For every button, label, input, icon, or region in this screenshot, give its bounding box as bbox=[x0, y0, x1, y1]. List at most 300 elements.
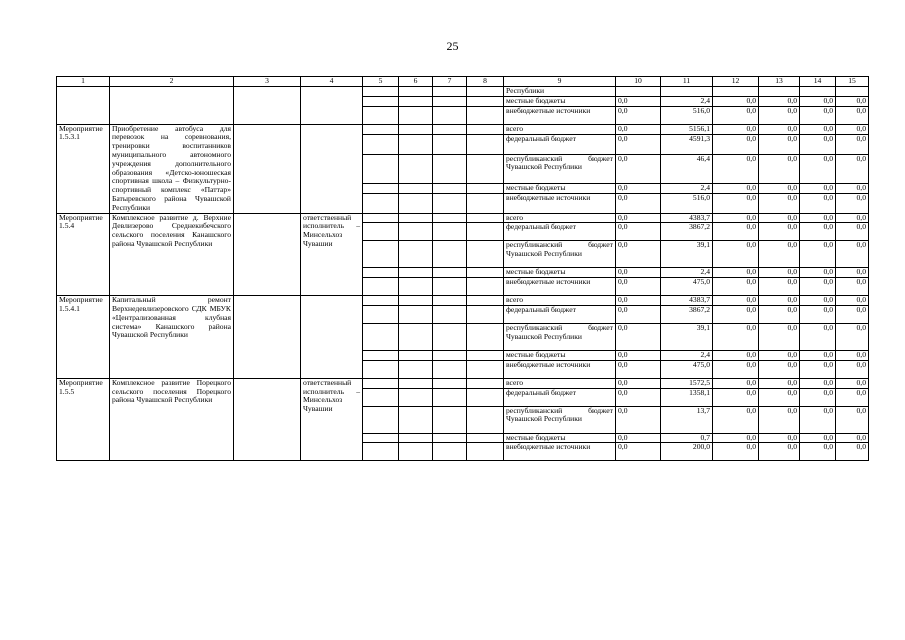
empty-cell bbox=[363, 278, 399, 296]
amount-cell bbox=[759, 87, 800, 97]
empty-cell bbox=[363, 406, 399, 433]
measure-name: Капитальный ремонт Верхнедевлизеровского СДК МБУК «Централизованная клубная система» Канашского района Чувашской Республики bbox=[110, 296, 234, 379]
responsible-executor: ответственный исполнитель – Минсельхоз Чувашии bbox=[301, 213, 363, 296]
empty-cell bbox=[433, 154, 467, 183]
amount-cell: 0,0 bbox=[759, 323, 800, 350]
empty-cell bbox=[234, 296, 301, 379]
funding-source: Республики bbox=[504, 87, 616, 97]
column-number: 4 bbox=[301, 77, 363, 87]
amount-cell: 0,0 bbox=[836, 378, 869, 388]
empty-cell bbox=[467, 350, 504, 360]
amount-cell: 0,0 bbox=[713, 154, 759, 183]
amount-cell: 13,7 bbox=[661, 406, 713, 433]
empty-cell bbox=[467, 443, 504, 461]
empty-cell bbox=[467, 183, 504, 194]
amount-cell: 0,0 bbox=[759, 135, 800, 154]
funding-source: всего bbox=[504, 213, 616, 223]
amount-cell: 2,4 bbox=[661, 183, 713, 194]
amount-cell: 0,0 bbox=[836, 241, 869, 268]
empty-cell bbox=[399, 183, 433, 194]
empty-cell bbox=[363, 388, 399, 406]
table-row bbox=[57, 124, 869, 135]
amount-cell: 0,0 bbox=[759, 360, 800, 378]
amount-cell: 0,0 bbox=[759, 388, 800, 406]
amount-cell: 3867,2 bbox=[661, 305, 713, 323]
amount-cell: 0,0 bbox=[713, 223, 759, 241]
empty-cell bbox=[433, 378, 467, 388]
amount-cell: 0,0 bbox=[836, 406, 869, 433]
amount-cell: 0,0 bbox=[800, 433, 836, 443]
amount-cell: 0,0 bbox=[836, 106, 869, 124]
amount-cell: 0,0 bbox=[616, 323, 661, 350]
table-row bbox=[57, 96, 869, 106]
amount-cell: 0,0 bbox=[713, 183, 759, 194]
funding-source: местные бюджеты bbox=[504, 268, 616, 278]
amount-cell: 0,0 bbox=[759, 443, 800, 461]
amount-cell: 0,0 bbox=[616, 154, 661, 183]
empty-cell bbox=[433, 96, 467, 106]
amount-cell: 0,0 bbox=[836, 360, 869, 378]
funding-source: внебюджетные источники bbox=[504, 443, 616, 461]
empty-cell bbox=[399, 124, 433, 135]
empty-cell bbox=[467, 241, 504, 268]
amount-cell: 0,0 bbox=[759, 296, 800, 306]
empty-cell bbox=[433, 443, 467, 461]
table-row bbox=[57, 106, 869, 124]
measure-name: Комплексное развитие д. Верхние Девлизерово Среднекибечского сельского поселения Канашского района Чувашской Республики bbox=[110, 213, 234, 296]
funding-source: республиканский бюджет Чувашской Республики bbox=[504, 406, 616, 433]
empty-cell bbox=[433, 135, 467, 154]
empty-cell bbox=[399, 305, 433, 323]
amount-cell: 0,0 bbox=[713, 305, 759, 323]
empty-cell bbox=[363, 241, 399, 268]
amount-cell: 516,0 bbox=[661, 194, 713, 213]
amount-cell: 0,0 bbox=[836, 154, 869, 183]
amount-cell: 2,4 bbox=[661, 96, 713, 106]
empty-cell bbox=[467, 194, 504, 213]
amount-cell: 0,0 bbox=[836, 124, 869, 135]
empty-cell bbox=[399, 241, 433, 268]
empty-cell bbox=[363, 378, 399, 388]
empty-cell bbox=[363, 296, 399, 306]
amount-cell: 0,0 bbox=[759, 305, 800, 323]
empty-cell bbox=[433, 323, 467, 350]
amount-cell: 1358,1 bbox=[661, 388, 713, 406]
amount-cell: 0,0 bbox=[800, 378, 836, 388]
measure-code: Мероприятие 1.5.4.1 bbox=[57, 296, 110, 379]
empty-cell bbox=[363, 154, 399, 183]
amount-cell: 1572,5 bbox=[661, 378, 713, 388]
column-number: 11 bbox=[661, 77, 713, 87]
table-row bbox=[57, 87, 869, 97]
amount-cell: 0,0 bbox=[713, 106, 759, 124]
column-number: 6 bbox=[399, 77, 433, 87]
amount-cell: 0,0 bbox=[713, 443, 759, 461]
empty-cell bbox=[399, 135, 433, 154]
amount-cell: 0,0 bbox=[800, 135, 836, 154]
empty-cell bbox=[399, 388, 433, 406]
empty-cell bbox=[433, 124, 467, 135]
amount-cell: 0,0 bbox=[836, 96, 869, 106]
column-number-row bbox=[57, 77, 869, 87]
column-number: 5 bbox=[363, 77, 399, 87]
empty-cell bbox=[399, 443, 433, 461]
amount-cell: 0,0 bbox=[759, 183, 800, 194]
empty-cell bbox=[363, 106, 399, 124]
empty-cell bbox=[467, 388, 504, 406]
empty-cell bbox=[234, 124, 301, 213]
empty-cell bbox=[363, 96, 399, 106]
amount-cell: 0,0 bbox=[800, 106, 836, 124]
measure-code: Мероприятие 1.5.5 bbox=[57, 378, 110, 461]
amount-cell: 0,0 bbox=[800, 443, 836, 461]
empty-cell bbox=[234, 213, 301, 296]
column-number: 15 bbox=[836, 77, 869, 87]
empty-cell bbox=[234, 87, 301, 97]
amount-cell bbox=[800, 87, 836, 97]
responsible-executor bbox=[301, 124, 363, 213]
amount-cell: 0,0 bbox=[800, 124, 836, 135]
funding-source: всего bbox=[504, 124, 616, 135]
empty-cell bbox=[110, 106, 234, 124]
amount-cell: 0,0 bbox=[713, 323, 759, 350]
amount-cell: 39,1 bbox=[661, 241, 713, 268]
amount-cell: 0,0 bbox=[836, 194, 869, 213]
empty-cell bbox=[467, 223, 504, 241]
empty-cell bbox=[399, 213, 433, 223]
column-number: 7 bbox=[433, 77, 467, 87]
empty-cell bbox=[467, 135, 504, 154]
funding-source: внебюджетные источники bbox=[504, 278, 616, 296]
empty-cell bbox=[467, 154, 504, 183]
empty-cell bbox=[363, 305, 399, 323]
empty-cell bbox=[433, 106, 467, 124]
empty-cell bbox=[363, 360, 399, 378]
empty-cell bbox=[467, 96, 504, 106]
funding-source: республиканский бюджет Чувашской Республики bbox=[504, 241, 616, 268]
empty-cell bbox=[433, 305, 467, 323]
amount-cell: 0,0 bbox=[800, 323, 836, 350]
amount-cell: 0,0 bbox=[800, 223, 836, 241]
amount-cell: 0,0 bbox=[616, 106, 661, 124]
amount-cell bbox=[661, 87, 713, 97]
empty-cell bbox=[399, 96, 433, 106]
amount-cell: 0,0 bbox=[616, 360, 661, 378]
funding-source: местные бюджеты bbox=[504, 350, 616, 360]
empty-cell bbox=[433, 268, 467, 278]
empty-cell bbox=[363, 213, 399, 223]
empty-cell bbox=[467, 305, 504, 323]
amount-cell: 0,0 bbox=[616, 350, 661, 360]
empty-cell bbox=[433, 194, 467, 213]
empty-cell bbox=[399, 154, 433, 183]
amount-cell: 2,4 bbox=[661, 268, 713, 278]
amount-cell: 0,0 bbox=[800, 296, 836, 306]
amount-cell: 516,0 bbox=[661, 106, 713, 124]
amount-cell: 0,0 bbox=[759, 213, 800, 223]
empty-cell bbox=[467, 213, 504, 223]
amount-cell: 0,0 bbox=[759, 406, 800, 433]
amount-cell: 3867,2 bbox=[661, 223, 713, 241]
amount-cell: 0,0 bbox=[800, 360, 836, 378]
amount-cell: 0,0 bbox=[759, 241, 800, 268]
empty-cell bbox=[399, 360, 433, 378]
empty-cell bbox=[399, 223, 433, 241]
empty-cell bbox=[57, 87, 110, 97]
amount-cell: 0,0 bbox=[713, 135, 759, 154]
funding-source: федеральный бюджет bbox=[504, 135, 616, 154]
amount-cell: 46,4 bbox=[661, 154, 713, 183]
amount-cell: 0,0 bbox=[836, 135, 869, 154]
empty-cell bbox=[467, 433, 504, 443]
empty-cell bbox=[433, 350, 467, 360]
empty-cell bbox=[399, 296, 433, 306]
table-row bbox=[57, 296, 869, 306]
amount-cell: 0,0 bbox=[713, 278, 759, 296]
amount-cell: 0,0 bbox=[713, 213, 759, 223]
column-number: 9 bbox=[504, 77, 616, 87]
empty-cell bbox=[433, 278, 467, 296]
funding-source: всего bbox=[504, 296, 616, 306]
amount-cell: 0,0 bbox=[800, 194, 836, 213]
empty-cell bbox=[467, 296, 504, 306]
amount-cell: 0,0 bbox=[713, 360, 759, 378]
empty-cell bbox=[110, 96, 234, 106]
funding-source: местные бюджеты bbox=[504, 96, 616, 106]
amount-cell: 2,4 bbox=[661, 350, 713, 360]
funding-source: местные бюджеты bbox=[504, 183, 616, 194]
measure-code: Мероприятие 1.5.3.1 bbox=[57, 124, 110, 213]
empty-cell bbox=[399, 406, 433, 433]
amount-cell: 0,0 bbox=[800, 96, 836, 106]
amount-cell: 0,0 bbox=[800, 305, 836, 323]
empty-cell bbox=[363, 183, 399, 194]
amount-cell: 0,0 bbox=[713, 296, 759, 306]
empty-cell bbox=[467, 124, 504, 135]
empty-cell bbox=[433, 296, 467, 306]
amount-cell: 0,0 bbox=[800, 406, 836, 433]
amount-cell: 0,0 bbox=[836, 350, 869, 360]
amount-cell: 0,0 bbox=[616, 406, 661, 433]
amount-cell: 0,0 bbox=[759, 378, 800, 388]
empty-cell bbox=[363, 323, 399, 350]
measure-name: Приобретение автобуса для перевозок на соревнования, тренировки воспитанников муниципального автономного учреждения дополнительного образования «Детско-юношеская спортивная школа – Физкультурно-спортивный комплекс «Паттар» Батыревского района Чувашской Республики bbox=[110, 124, 234, 213]
amount-cell: 0,0 bbox=[836, 223, 869, 241]
amount-cell: 0,0 bbox=[759, 194, 800, 213]
amount-cell: 39,1 bbox=[661, 323, 713, 350]
column-number: 8 bbox=[467, 77, 504, 87]
empty-cell bbox=[399, 350, 433, 360]
amount-cell: 0,0 bbox=[616, 433, 661, 443]
measure-code: Мероприятие 1.5.4 bbox=[57, 213, 110, 296]
empty-cell bbox=[433, 406, 467, 433]
empty-cell bbox=[301, 106, 363, 124]
empty-cell bbox=[467, 406, 504, 433]
amount-cell: 0,0 bbox=[713, 194, 759, 213]
funding-source: местные бюджеты bbox=[504, 433, 616, 443]
amount-cell: 0,0 bbox=[713, 378, 759, 388]
amount-cell: 0,0 bbox=[616, 223, 661, 241]
program-funding-table bbox=[56, 76, 869, 461]
amount-cell: 0,0 bbox=[759, 278, 800, 296]
empty-cell bbox=[234, 96, 301, 106]
amount-cell: 0,0 bbox=[836, 305, 869, 323]
amount-cell: 0,0 bbox=[759, 268, 800, 278]
responsible-executor: ответственный исполнитель – Минсельхоз Чувашии bbox=[301, 378, 363, 461]
amount-cell: 0,0 bbox=[713, 350, 759, 360]
amount-cell: 0,0 bbox=[616, 378, 661, 388]
amount-cell: 0,0 bbox=[616, 388, 661, 406]
funding-source: федеральный бюджет bbox=[504, 305, 616, 323]
empty-cell bbox=[399, 278, 433, 296]
empty-cell bbox=[363, 135, 399, 154]
empty-cell bbox=[467, 268, 504, 278]
amount-cell: 0,0 bbox=[713, 96, 759, 106]
empty-cell bbox=[467, 278, 504, 296]
empty-cell bbox=[399, 378, 433, 388]
empty-cell bbox=[363, 433, 399, 443]
amount-cell: 0,0 bbox=[800, 183, 836, 194]
amount-cell: 0,0 bbox=[800, 278, 836, 296]
empty-cell bbox=[301, 87, 363, 97]
amount-cell: 0,0 bbox=[759, 106, 800, 124]
empty-cell bbox=[399, 106, 433, 124]
funding-source: внебюджетные источники bbox=[504, 106, 616, 124]
empty-cell bbox=[363, 350, 399, 360]
funding-source: федеральный бюджет bbox=[504, 388, 616, 406]
funding-source: республиканский бюджет Чувашской Республики bbox=[504, 323, 616, 350]
responsible-executor bbox=[301, 296, 363, 379]
amount-cell: 0,0 bbox=[800, 213, 836, 223]
empty-cell bbox=[399, 87, 433, 97]
amount-cell: 0,0 bbox=[759, 124, 800, 135]
amount-cell: 0,0 bbox=[800, 241, 836, 268]
amount-cell: 0,0 bbox=[836, 296, 869, 306]
amount-cell: 0,0 bbox=[616, 183, 661, 194]
empty-cell bbox=[363, 443, 399, 461]
page-number: 25 bbox=[446, 39, 459, 53]
empty-cell bbox=[57, 106, 110, 124]
amount-cell: 0,0 bbox=[616, 443, 661, 461]
amount-cell: 0,0 bbox=[616, 124, 661, 135]
empty-cell bbox=[433, 241, 467, 268]
amount-cell: 0,0 bbox=[616, 278, 661, 296]
amount-cell: 0,0 bbox=[616, 296, 661, 306]
amount-cell: 0,0 bbox=[836, 213, 869, 223]
amount-cell: 0,0 bbox=[836, 183, 869, 194]
amount-cell: 0,0 bbox=[713, 406, 759, 433]
amount-cell: 0,0 bbox=[616, 96, 661, 106]
amount-cell: 0,7 bbox=[661, 433, 713, 443]
funding-source: республиканский бюджет Чувашской Республики bbox=[504, 154, 616, 183]
amount-cell: 0,0 bbox=[616, 305, 661, 323]
empty-cell bbox=[433, 213, 467, 223]
empty-cell bbox=[467, 378, 504, 388]
amount-cell bbox=[616, 87, 661, 97]
empty-cell bbox=[399, 268, 433, 278]
empty-cell bbox=[301, 96, 363, 106]
amount-cell: 0,0 bbox=[759, 96, 800, 106]
column-number: 10 bbox=[616, 77, 661, 87]
column-number: 14 bbox=[800, 77, 836, 87]
empty-cell bbox=[57, 96, 110, 106]
empty-cell bbox=[433, 87, 467, 97]
amount-cell: 0,0 bbox=[713, 268, 759, 278]
table-row bbox=[57, 378, 869, 388]
empty-cell bbox=[363, 268, 399, 278]
amount-cell: 0,0 bbox=[713, 433, 759, 443]
amount-cell: 0,0 bbox=[836, 443, 869, 461]
amount-cell: 0,0 bbox=[836, 278, 869, 296]
amount-cell: 0,0 bbox=[836, 323, 869, 350]
empty-cell bbox=[467, 323, 504, 350]
amount-cell: 0,0 bbox=[800, 388, 836, 406]
amount-cell: 0,0 bbox=[616, 241, 661, 268]
amount-cell: 4383,7 bbox=[661, 213, 713, 223]
amount-cell: 0,0 bbox=[836, 388, 869, 406]
amount-cell: 0,0 bbox=[800, 154, 836, 183]
table-row bbox=[57, 213, 869, 223]
amount-cell: 0,0 bbox=[713, 241, 759, 268]
column-number: 1 bbox=[57, 77, 110, 87]
amount-cell: 0,0 bbox=[800, 268, 836, 278]
empty-cell bbox=[363, 124, 399, 135]
amount-cell: 4591,3 bbox=[661, 135, 713, 154]
empty-cell bbox=[433, 360, 467, 378]
amount-cell: 0,0 bbox=[616, 135, 661, 154]
amount-cell bbox=[836, 87, 869, 97]
empty-cell bbox=[433, 183, 467, 194]
column-number: 3 bbox=[234, 77, 301, 87]
empty-cell bbox=[467, 360, 504, 378]
funding-source: всего bbox=[504, 378, 616, 388]
amount-cell bbox=[713, 87, 759, 97]
funding-source: федеральный бюджет bbox=[504, 223, 616, 241]
empty-cell bbox=[399, 194, 433, 213]
amount-cell: 0,0 bbox=[713, 124, 759, 135]
measure-name: Комплексное развитие Порецкого сельского поселения Порецкого района Чувашской Республики bbox=[110, 378, 234, 461]
amount-cell: 0,0 bbox=[759, 154, 800, 183]
funding-source: внебюджетные источники bbox=[504, 194, 616, 213]
amount-cell: 200,0 bbox=[661, 443, 713, 461]
amount-cell: 0,0 bbox=[759, 350, 800, 360]
empty-cell bbox=[234, 106, 301, 124]
amount-cell: 0,0 bbox=[713, 388, 759, 406]
empty-cell bbox=[110, 87, 234, 97]
empty-cell bbox=[433, 388, 467, 406]
amount-cell: 5156,1 bbox=[661, 124, 713, 135]
amount-cell: 475,0 bbox=[661, 278, 713, 296]
column-number: 2 bbox=[110, 77, 234, 87]
amount-cell: 0,0 bbox=[836, 433, 869, 443]
amount-cell: 0,0 bbox=[616, 194, 661, 213]
empty-cell bbox=[467, 106, 504, 124]
amount-cell: 475,0 bbox=[661, 360, 713, 378]
amount-cell: 0,0 bbox=[836, 268, 869, 278]
amount-cell: 4383,7 bbox=[661, 296, 713, 306]
empty-cell bbox=[433, 223, 467, 241]
funding-source: внебюджетные источники bbox=[504, 360, 616, 378]
empty-cell bbox=[433, 433, 467, 443]
amount-cell: 0,0 bbox=[759, 223, 800, 241]
amount-cell: 0,0 bbox=[759, 433, 800, 443]
amount-cell: 0,0 bbox=[616, 268, 661, 278]
empty-cell bbox=[399, 433, 433, 443]
empty-cell bbox=[399, 323, 433, 350]
empty-cell bbox=[363, 194, 399, 213]
empty-cell bbox=[363, 223, 399, 241]
empty-cell bbox=[363, 87, 399, 97]
